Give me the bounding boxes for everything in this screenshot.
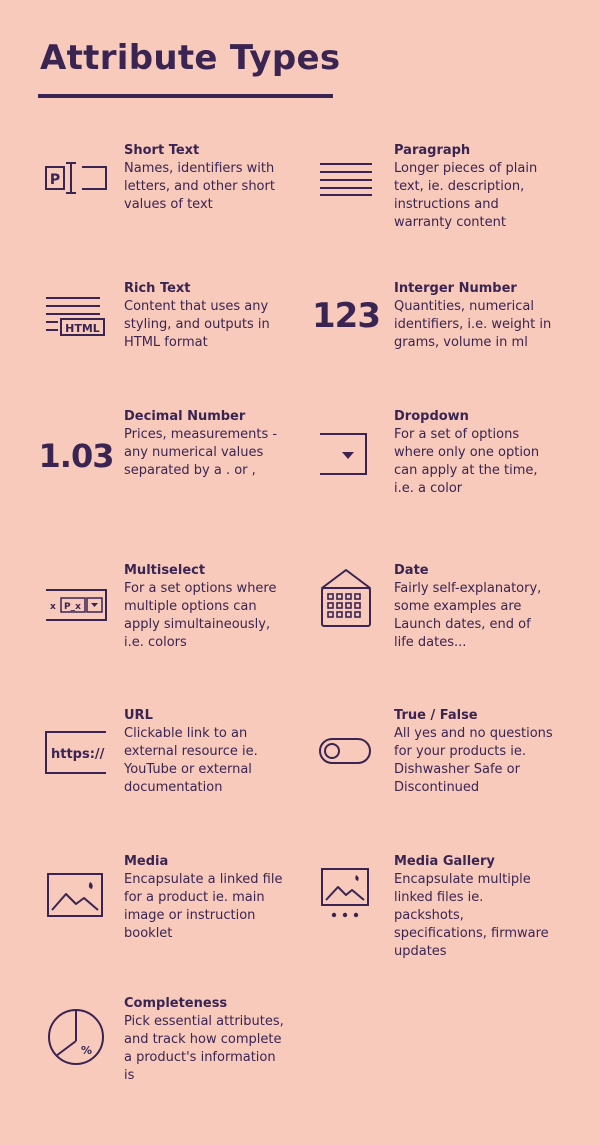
multiselect-icon [40, 570, 112, 642]
attribute-media [40, 853, 330, 973]
attribute-name: Dropdown [394, 409, 469, 424]
attribute-description: All yes and no questions for your products ie. Dishwasher Safe or Discontinued [394, 726, 553, 795]
attribute-name: Decimal Number [124, 409, 246, 424]
attribute-description: Content that uses any styling, and outputs in HTML format [124, 299, 270, 350]
attribute-url [40, 707, 330, 827]
attribute-short-text [40, 142, 330, 262]
attribute-description: Encapsulate multiple linked files ie. packshots, specifications, firmware updates [394, 872, 549, 959]
image-icon [40, 859, 112, 931]
short-text-icon [40, 142, 112, 214]
attribute-dropdown [310, 408, 600, 528]
svg-text:P: P [49, 172, 61, 188]
toggle-icon [310, 715, 382, 787]
attribute-true-false [310, 707, 600, 827]
attribute-date [310, 562, 600, 682]
svg-text:%: % [81, 1044, 93, 1057]
attribute-description: For a set of options where only one option can apply at the time, i.e. a color [394, 427, 540, 496]
attribute-name: Media Gallery [394, 854, 495, 869]
title-underline [38, 94, 333, 98]
page-title: Attribute Types [40, 38, 341, 78]
attribute-name: Media [124, 854, 169, 869]
attribute-name: Interger Number [394, 281, 517, 296]
attribute-description: Clickable link to an external resource ie. YouTube or external documentation [124, 726, 258, 795]
attribute-description: Prices, measurements - any numerical values separated by a . or , [124, 427, 278, 478]
attribute-media-gallery [310, 853, 600, 973]
attribute-name: Completeness [124, 996, 228, 1011]
attribute-description: Fairly self-explanatory, some examples are Launch dates, end of life dates... [394, 581, 542, 650]
attribute-name: True / False [394, 708, 478, 723]
attribute-description: Encapsulate a linked file for a product ie. main image or instruction booklet [124, 872, 283, 941]
dropdown-icon [310, 418, 382, 490]
attribute-name: Paragraph [394, 143, 471, 158]
attribute-description: For a set options where multiple options can apply simultaineously, i.e. colors [124, 581, 277, 650]
svg-text:x: x [50, 602, 56, 612]
calendar-icon [310, 562, 382, 634]
attribute-completeness [40, 995, 330, 1115]
svg-text:HTML: HTML [65, 322, 100, 335]
attribute-description: Names, identifiers with letters, and other short values of text [124, 161, 275, 212]
attribute-name: Multiselect [124, 563, 206, 578]
attribute-description: Longer pieces of plain text, ie. description, instructions and warranty content [394, 161, 538, 230]
attribute-decimal-number [40, 408, 330, 528]
attribute-multiselect [40, 562, 330, 682]
svg-text:P_x: P_x [64, 602, 81, 612]
attribute-rich-text [40, 280, 330, 400]
url-icon [40, 717, 112, 789]
decimal-number-icon: 1.03 [38, 437, 114, 475]
attribute-description: Pick essential attributes, and track how complete a product's information is [124, 1014, 284, 1083]
attribute-name: Date [394, 563, 429, 578]
paragraph-icon [310, 142, 382, 214]
rich-text-icon [40, 280, 112, 352]
attribute-name: URL [124, 708, 153, 723]
pie-percent-icon [40, 1001, 112, 1073]
attribute-description: Quantities, numerical identifiers, i.e. weight in grams, volume in ml [394, 299, 552, 350]
integer-number-icon: 123 [312, 296, 380, 336]
svg-text:https://: https:// [51, 747, 105, 762]
attribute-name: Short Text [124, 143, 200, 158]
attribute-name: Rich Text [124, 281, 191, 296]
attribute-integer-number [310, 280, 600, 400]
attribute-paragraph [310, 142, 600, 262]
gallery-icon [310, 859, 382, 931]
